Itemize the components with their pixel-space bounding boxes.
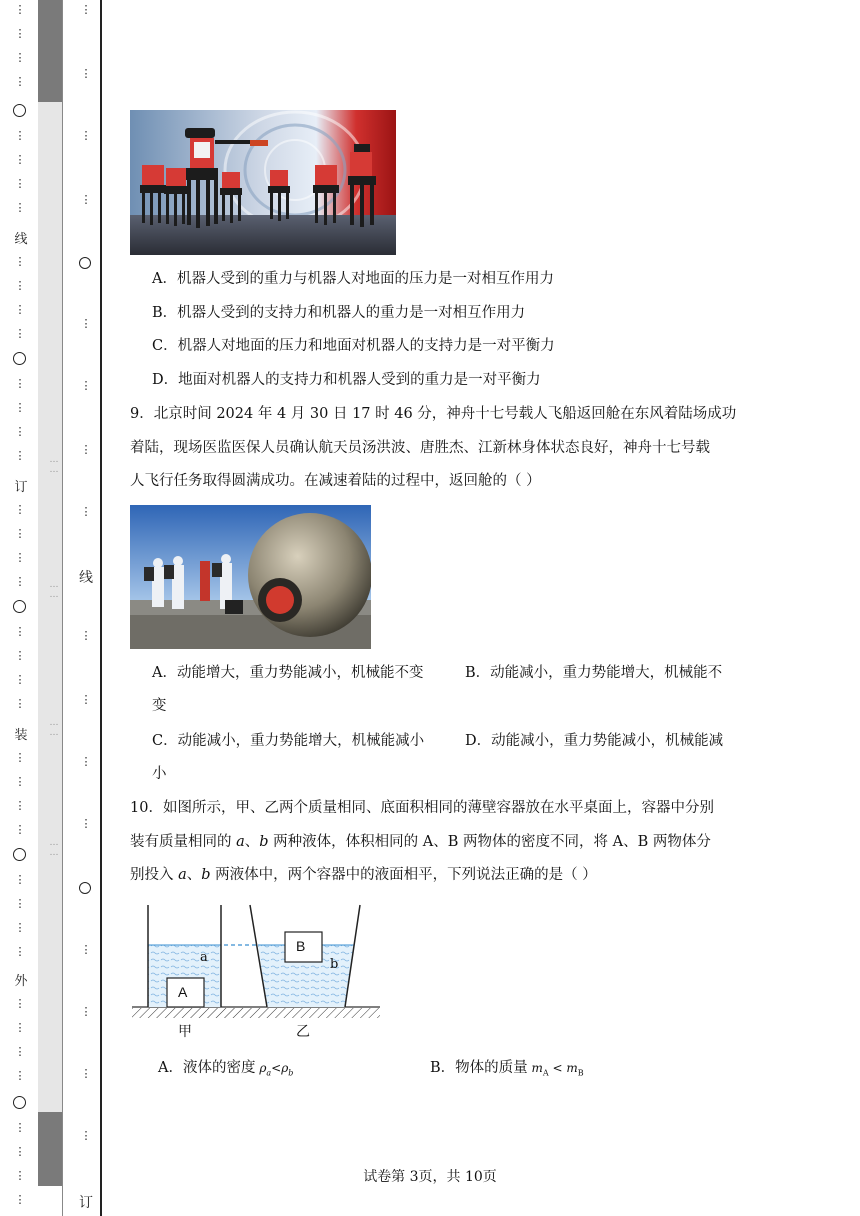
q9-option-a: A．动能增大，重力势能减小，机械能不变 — [152, 665, 424, 681]
capsule-landing-photo — [130, 505, 371, 649]
containers-figure — [130, 900, 385, 1040]
binding-bar-middle — [38, 102, 63, 1112]
q9-option-b: B．动能减小，重力势能增大，机械能不 — [465, 665, 723, 681]
liquid-b-label: b — [330, 957, 339, 972]
binding-char-ding: 订 — [79, 1195, 93, 1211]
binding-circle — [13, 104, 26, 117]
binding-faint-mark: … … — [49, 455, 59, 475]
q10-option-a: A．液体的密度 $\rho_a<\rho_b$ — [158, 1060, 294, 1078]
binding-faint-mark: … … — [49, 838, 59, 858]
binding-faint-mark: … … — [49, 580, 59, 600]
binding-rule — [100, 0, 102, 1216]
container-yi-label: 乙 — [296, 1024, 310, 1040]
binding-circle — [79, 257, 91, 269]
binding-bar-top — [38, 0, 63, 102]
binding-circle — [13, 1096, 26, 1109]
q9-option-b-wrap: 变 — [152, 698, 167, 714]
q9-option-d: D．动能减小，重力势能减小，机械能减 — [465, 733, 724, 749]
q8-option-c: C．机器人对地面的压力和地面对机器人的支持力是一对平衡力 — [152, 338, 555, 354]
binding-char-xian: 线 — [79, 570, 93, 586]
q10-stem-line2: 装有质量相同的 a、b 两种液体，体积相同的 A、B 两物体的密度不同，将 A、B 两物体分 — [130, 834, 711, 850]
q8-option-d: D．地面对机器人的支持力和机器人受到的重力是一对平衡力 — [152, 372, 541, 388]
binding-circle — [79, 882, 91, 894]
robot-dance-photo — [130, 110, 396, 255]
q9-stem-line2: 着陆，现场医监医保人员确认航天员汤洪波、唐胜杰、江新林身体状态良好，神舟十七号载 — [130, 440, 710, 456]
binding-inner-rule — [62, 0, 63, 1216]
q9-stem-line3: 人飞行任务取得圆满成功。在减速着陆的过程中，返回舱的（ ） — [130, 473, 541, 489]
q8-option-b: B．机器人受到的支持力和机器人的重力是一对相互作用力 — [152, 305, 526, 321]
binding-circle — [13, 600, 26, 613]
binding-char-ding: 订 — [14, 480, 28, 495]
block-a-label: A — [178, 984, 188, 1000]
q8-option-a: A．机器人受到的重力与机器人对地面的压力是一对相互作用力 — [152, 271, 554, 287]
container-jia-label: 甲 — [178, 1024, 192, 1040]
binding-circle — [13, 352, 26, 365]
q10-option-b: B．物体的质量 $m_A < m_B$ — [430, 1060, 584, 1078]
binding-char-zhuang: 装 — [14, 728, 28, 743]
binding-dots-outer: ⋮ ⋮ ⋮ ⋮ ⋮ ⋮ ⋮ ⋮ 线 ⋮ ⋮ ⋮ ⋮ ⋮ ⋮ ⋮ ⋮ 订 ⋮ ⋮ ⋮ ⋮ ⋮ ⋮ ⋮ ⋮ 装 ⋮ ⋮ ⋮ ⋮ ⋮ ⋮ ⋮ ⋮ 外 ⋮ ⋮ ⋮ ⋮ ⋮ ⋮ ⋮ ⋮ — [10, 0, 30, 1216]
binding-faint-mark: … … — [49, 718, 59, 738]
binding-char-xian: 线 — [14, 232, 28, 247]
block-b-label: B — [296, 938, 306, 954]
page-footer: 试卷第 3页，共 10页 — [363, 1169, 497, 1185]
liquid-a-label: a — [200, 950, 208, 965]
q9-option-c: C．动能减小，重力势能增大，机械能减小 — [152, 733, 425, 749]
q10-stem-line3: 别投入 a、b 两液体中，两个容器中的液面相平，下列说法正确的是（ ） — [130, 867, 597, 883]
q9-stem-line1: 9．北京时间 2024 年 4 月 30 日 17 时 46 分，神舟十七号载人飞船返回舱在东风着陆场成功 — [130, 406, 737, 422]
q9-option-d-wrap: 小 — [152, 766, 167, 782]
binding-char-wai: 外 — [14, 974, 28, 989]
q10-stem-line1: 10．如图所示，甲、乙两个质量相同、底面积相同的薄壁容器放在水平桌面上，容器中分别 — [130, 800, 714, 816]
binding-circle — [13, 848, 26, 861]
